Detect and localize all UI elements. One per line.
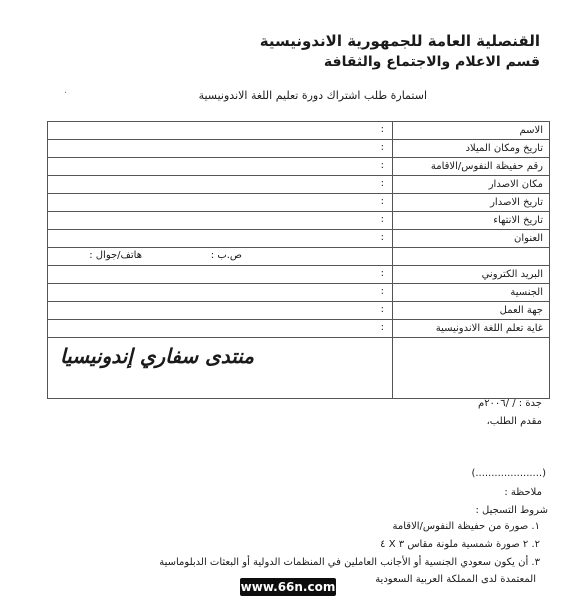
address-field[interactable]: :: [48, 230, 393, 248]
label-issue-date: تاريخ الاصدار: [393, 194, 550, 212]
row-pobox-phone: [48, 248, 550, 266]
condition-item-continued: المعتمدة لدى المملكة العربية السعودية: [375, 574, 536, 585]
expiry-date-field[interactable]: :: [48, 212, 393, 230]
row-employer: [48, 302, 550, 320]
conditions-title: شروط التسجيل :: [475, 505, 548, 516]
id-number-field[interactable]: :: [48, 158, 393, 176]
label-issue-place: مكان الاصدار: [393, 176, 550, 194]
note-placeholder: (.....................): [471, 468, 546, 479]
scan-speck: ·: [64, 88, 68, 99]
condition-item: ١. صورة من حفيظة النفوس/الاقامة: [392, 521, 540, 532]
date-line: جدة : / /٢٠٠٦م: [477, 398, 542, 409]
forum-watermark: منتدى سفاري إندونيسيا: [60, 344, 254, 368]
pobox-label: ص.ب :: [210, 250, 242, 261]
row-birth: [48, 140, 550, 158]
row-name: [48, 122, 550, 140]
site-url-badge: www.66n.com: [240, 580, 336, 594]
applicant-label: مقدم الطلب،: [486, 416, 542, 427]
label-nationality: الجنسية: [393, 284, 550, 302]
issue-place-field[interactable]: :: [48, 176, 393, 194]
label-purpose-extra: [393, 338, 550, 399]
condition-item: ٣. أن يكون سعودي الجنسية أو الأجانب العاملين في المنظمات الدولية أو البعثات الدبلوماسية: [159, 557, 540, 568]
nationality-field[interactable]: :: [48, 284, 393, 302]
form-title: استمارة طلب اشتراك دورة تعليم اللغة الاندونيسية: [198, 89, 427, 102]
label-email: البريد الكتروني: [393, 266, 550, 284]
label-id-number: رقم حفيظة النفوس/الاقامة: [393, 158, 550, 176]
row-issue-place: [48, 176, 550, 194]
row-purpose: [48, 320, 550, 338]
row-expiry-date: [48, 212, 550, 230]
employer-field[interactable]: :: [48, 302, 393, 320]
condition-item: ٢. ٢ صورة شمسية ملونة مقاس ٣ X ٤: [380, 539, 540, 550]
label-name: الاسم: [393, 122, 550, 140]
row-nationality: [48, 284, 550, 302]
label-employer: جهة العمل: [393, 302, 550, 320]
birth-field[interactable]: :: [48, 140, 393, 158]
consulate-heading: القنصلية العامة للجمهورية الاندونيسية: [259, 32, 540, 50]
pobox-phone-field[interactable]: [48, 248, 393, 266]
label-birth: تاريخ ومكان الميلاد: [393, 140, 550, 158]
row-email: [48, 266, 550, 284]
email-field[interactable]: :: [48, 266, 393, 284]
row-issue-date: [48, 194, 550, 212]
row-address: [48, 230, 550, 248]
department-heading: قسم الاعلام والاجتماع والثقافة: [323, 54, 540, 70]
issue-date-field[interactable]: :: [48, 194, 393, 212]
label-expiry-date: تاريخ الانتهاء: [393, 212, 550, 230]
label-purpose: غاية تعلم اللغة الاندونيسية: [393, 320, 550, 338]
purpose-field[interactable]: :: [48, 320, 393, 338]
phone-label: هاتف/جوال :: [89, 250, 142, 261]
label-blank: [393, 248, 550, 266]
note-label: ملاحظة :: [504, 487, 542, 498]
row-id-number: [48, 158, 550, 176]
label-address: العنوان: [393, 230, 550, 248]
name-field[interactable]: :: [48, 122, 393, 140]
